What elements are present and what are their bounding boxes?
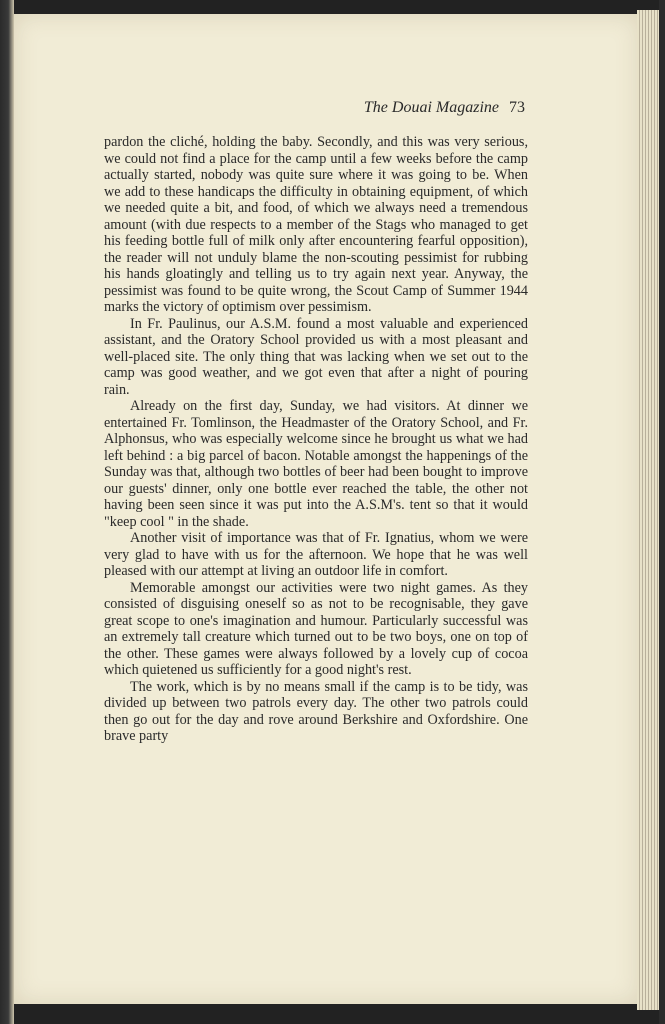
page-number: 73 (509, 99, 525, 116)
book-cover-edge (659, 0, 665, 1024)
page-edges (637, 10, 659, 1010)
paragraph-3: Already on the first day, Sunday, we had visitors. At dinner we entertained Fr. Tomlinson, the Headmaster of the Oratory School, and Fr. Alphonsus, who was especially welcome since he brought us what we had left behind : a big parcel of bacon. Notable amongst the happenings of the Sunday was that, although two bottles of beer had been bought to improve our guests' dinner, only one bottle ever reached the table, the other not having been seen since it was put into the A.S.M's. tent so that it would "keep cool " in the shade. (104, 398, 528, 530)
article-body (104, 134, 528, 745)
book-gutter (0, 0, 14, 1024)
paragraph-5: Memorable amongst our activities were two night games. As they consisted of disguising oneself so as not to be recognisable, they gave great scope to one's imagination and humour. Particularly successful was an extremely tall creature which turned out to be two boys, one on top of the other. These games were always followed by a lovely cup of cocoa which quietened us sufficiently for a good night's rest. (104, 579, 528, 678)
paragraph-6: The work, which is by no means small if the camp is to be tidy, was divided up between two patrols every day. The other two patrols could then go out for the day and rove around Berkshire and Oxfordshire. One brave party (104, 678, 528, 744)
running-header (364, 99, 525, 117)
magazine-title: The Douai Magazine (363, 99, 499, 116)
paragraph-1: pardon the cliché, holding the baby. Secondly, and this was very serious, we could not find a place for the camp until a few weeks before the camp actually started, nobody was quite sure where it was going to be. When we add to these handicaps the difficulty in obtaining equipment, of which we needed quite a bit, and food, of which we always need a tremendous amount (with due respects to a member of the Stags who managed to get his feeding bottle full of milk only after encountering fearful opposition), the reader will not unduly blame the non-scouting pessimist for rubbing his hands gloatingly and telling us to try again next year. Anyway, the pessimist was found to be quite wrong, the Scout Camp of Summer 1944 marks the victory of optimism over pessimism. (104, 134, 528, 315)
paragraph-4: Another visit of importance was that of Fr. Ignatius, whom we were very glad to have with us for the afternoon. We hope that he was well pleased with our attempt at living an outdoor life in comfort. (104, 530, 528, 579)
paragraph-2: In Fr. Paulinus, our A.S.M. found a most valuable and experienced assistant, and the Oratory School provided us with a most pleasant and well-placed site. The only thing that was lacking when we set out to the camp was good weather, and we got even that after a night of pouring rain. (104, 315, 528, 398)
